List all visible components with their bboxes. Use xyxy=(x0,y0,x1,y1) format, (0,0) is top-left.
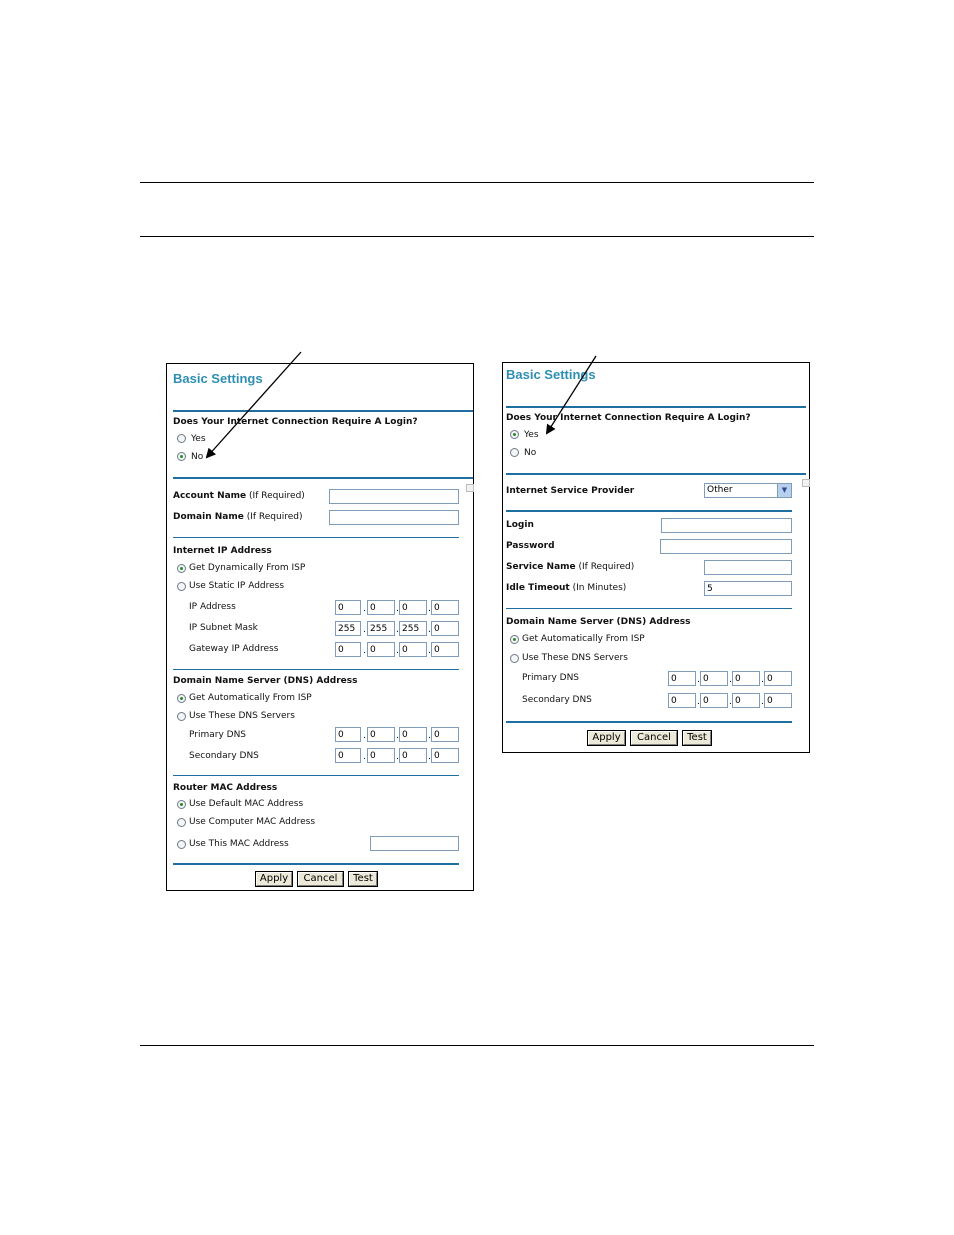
if-required-note: (If Required) xyxy=(578,562,635,572)
domain-name-label: Domain Name xyxy=(173,512,244,522)
mac-this-label: Use This MAC Address xyxy=(189,839,289,849)
callout-arrow-right xyxy=(547,356,596,433)
subnet-mask-label: IP Subnet Mask xyxy=(189,623,258,633)
secondary-dns-octet-4[interactable]: 0 xyxy=(431,748,459,763)
ip-address-label: IP Address xyxy=(189,602,236,612)
subnet-mask-octet-2[interactable]: 255 xyxy=(367,621,395,636)
primary-dns-octet-1[interactable]: 0 xyxy=(335,727,361,742)
ip-address-octet-4[interactable]: 0 xyxy=(431,600,459,615)
secondary-dns-octet-1[interactable]: 0 xyxy=(668,693,696,708)
subnet-mask-octet-3[interactable]: 255 xyxy=(399,621,427,636)
primary-dns-octet-2[interactable]: 0 xyxy=(700,671,728,686)
cancel-button-label: Cancel xyxy=(631,731,677,745)
octet-separator: . xyxy=(697,697,700,707)
octet-separator: . xyxy=(428,625,431,635)
secondary-dns-octet-3[interactable]: 0 xyxy=(399,748,427,763)
octet-separator: . xyxy=(729,675,732,685)
secondary-dns-octet-3[interactable]: 0 xyxy=(732,693,760,708)
mac-heading: Router MAC Address xyxy=(173,783,278,793)
primary-dns-label: Primary DNS xyxy=(522,673,580,683)
secondary-dns-label: Secondary DNS xyxy=(189,751,259,761)
gateway-octet-4[interactable]: 0 xyxy=(431,642,459,657)
ip-dynamic-label: Get Dynamically From ISP xyxy=(189,563,306,573)
secondary-dns-label: Secondary DNS xyxy=(522,695,592,705)
gateway-octet-1[interactable]: 0 xyxy=(335,642,361,657)
octet-separator: . xyxy=(729,697,732,707)
in-minutes-note: (In Minutes) xyxy=(572,583,627,593)
dns-auto-label: Get Automatically From ISP xyxy=(522,634,645,644)
secondary-dns-octet-4[interactable]: 0 xyxy=(764,693,792,708)
octet-separator: . xyxy=(363,646,366,656)
internet-ip-heading: Internet IP Address xyxy=(173,546,272,556)
octet-separator: . xyxy=(761,675,764,685)
callout-arrow-left xyxy=(207,352,301,457)
login-yes-label: Yes xyxy=(524,430,539,440)
cancel-button-label: Cancel xyxy=(298,872,343,886)
octet-separator: . xyxy=(761,697,764,707)
ip-static-label: Use Static IP Address xyxy=(189,581,285,591)
octet-separator: . xyxy=(396,731,399,741)
gateway-octet-3[interactable]: 0 xyxy=(399,642,427,657)
chevron-down-icon[interactable]: ▼ xyxy=(777,484,791,497)
ip-address-octet-1[interactable]: 0 xyxy=(335,600,361,615)
idle-timeout-input[interactable]: 5 xyxy=(704,581,792,596)
login-no-label: No xyxy=(524,448,537,458)
dns-heading: Domain Name Server (DNS) Address xyxy=(173,676,358,686)
primary-dns-octet-1[interactable]: 0 xyxy=(668,671,696,686)
primary-dns-octet-3[interactable]: 0 xyxy=(732,671,760,686)
primary-dns-label: Primary DNS xyxy=(189,730,247,740)
panel-title: Basic Settings xyxy=(506,367,596,382)
login-no-label: No xyxy=(191,452,204,462)
gateway-label: Gateway IP Address xyxy=(189,644,279,654)
login-label: Login xyxy=(506,520,534,530)
isp-label: Internet Service Provider xyxy=(506,486,635,496)
octet-separator: . xyxy=(396,604,399,614)
test-button-label: Test xyxy=(349,872,377,886)
dns-use-label: Use These DNS Servers xyxy=(522,653,628,663)
dns-use-label: Use These DNS Servers xyxy=(189,711,295,721)
login-question: Does Your Internet Connection Require A Login? xyxy=(173,417,418,427)
subnet-mask-octet-1[interactable]: 255 xyxy=(335,621,361,636)
octet-separator: . xyxy=(697,675,700,685)
octet-separator: . xyxy=(396,625,399,635)
dns-auto-label: Get Automatically From ISP xyxy=(189,693,312,703)
test-button-label: Test xyxy=(683,731,711,745)
login-question: Does Your Internet Connection Require A Login? xyxy=(506,413,751,423)
password-label: Password xyxy=(506,541,555,551)
panel-title: Basic Settings xyxy=(173,371,263,386)
primary-dns-octet-2[interactable]: 0 xyxy=(367,727,395,742)
octet-separator: . xyxy=(396,752,399,762)
octet-separator: . xyxy=(363,625,366,635)
ip-address-octet-3[interactable]: 0 xyxy=(399,600,427,615)
apply-button-label: Apply xyxy=(588,731,625,745)
isp-selected-value: Other xyxy=(707,485,733,495)
octet-separator: . xyxy=(363,752,366,762)
if-required-note: (If Required) xyxy=(246,512,303,522)
octet-separator: . xyxy=(428,752,431,762)
octet-separator: . xyxy=(363,604,366,614)
primary-dns-octet-4[interactable]: 0 xyxy=(764,671,792,686)
secondary-dns-octet-2[interactable]: 0 xyxy=(367,748,395,763)
dns-heading: Domain Name Server (DNS) Address xyxy=(506,617,691,627)
octet-separator: . xyxy=(428,731,431,741)
mac-default-label: Use Default MAC Address xyxy=(189,799,304,809)
gateway-octet-2[interactable]: 0 xyxy=(367,642,395,657)
octet-separator: . xyxy=(428,646,431,656)
subnet-mask-octet-4[interactable]: 0 xyxy=(431,621,459,636)
octet-separator: . xyxy=(396,646,399,656)
secondary-dns-octet-1[interactable]: 0 xyxy=(335,748,361,763)
apply-button-label: Apply xyxy=(256,872,292,886)
octet-separator: . xyxy=(363,731,366,741)
if-required-note: (If Required) xyxy=(249,491,305,501)
secondary-dns-octet-2[interactable]: 0 xyxy=(700,693,728,708)
mac-computer-label: Use Computer MAC Address xyxy=(189,817,316,827)
primary-dns-octet-4[interactable]: 0 xyxy=(431,727,459,742)
idle-timeout-label: Idle Timeout xyxy=(506,583,570,593)
account-name-label: Account Name xyxy=(173,491,247,501)
octet-separator: . xyxy=(428,604,431,614)
login-yes-label: Yes xyxy=(191,434,206,444)
ip-address-octet-2[interactable]: 0 xyxy=(367,600,395,615)
service-name-label: Service Name xyxy=(506,562,576,572)
primary-dns-octet-3[interactable]: 0 xyxy=(399,727,427,742)
